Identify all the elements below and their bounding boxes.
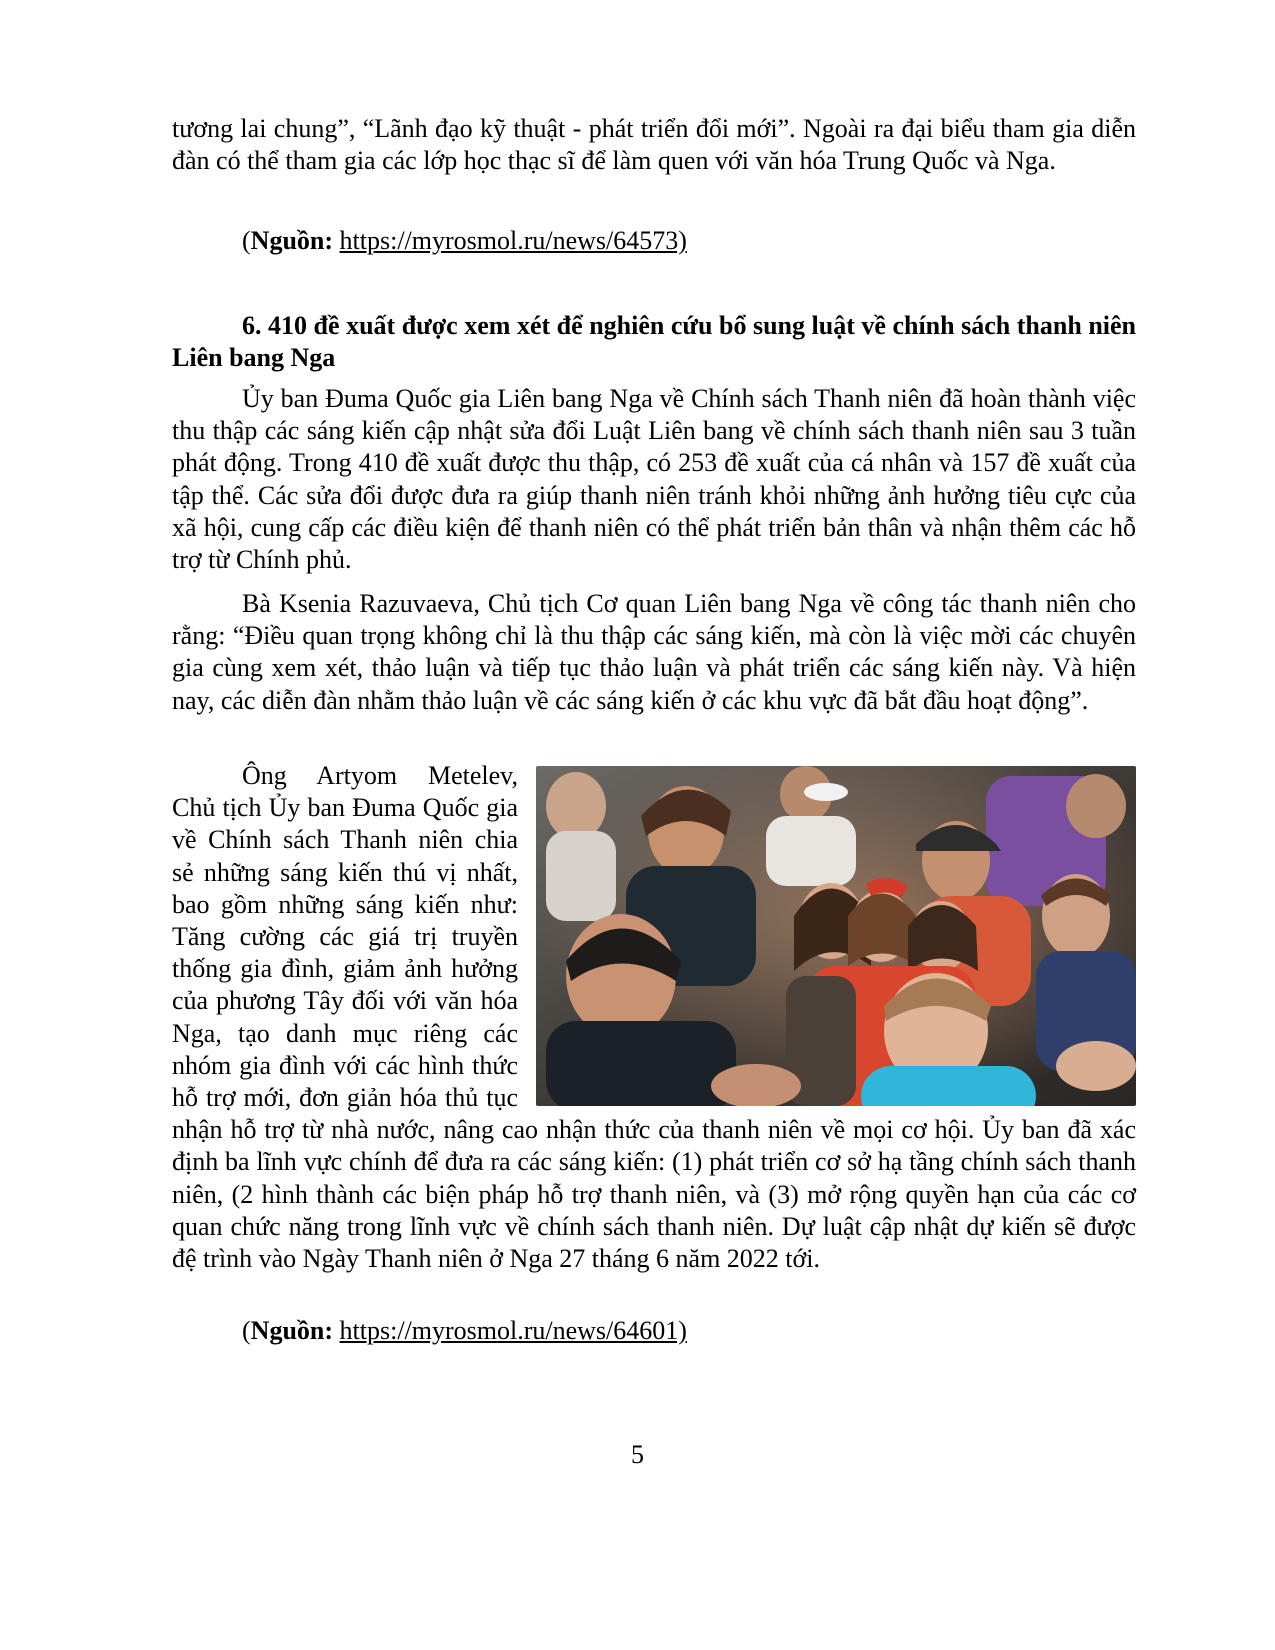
source-open-paren: (	[242, 226, 251, 255]
section-heading: 6. 410 đề xuất được xem xét để nghiên cứu bổ sung luật về chính sách thanh niên Liên bang Nga	[172, 311, 1136, 373]
source-line-2	[172, 1315, 1136, 1347]
intro-continuation-paragraph: tương lai chung”, “Lãnh đạo kỹ thuật - phát triển đổi mới”. Ngoài ra đại biểu tham gia diễn đàn có thể tham gia các lớp học thạc sĩ để làm quen với văn hóa Trung Quốc và Nga.	[172, 114, 1136, 176]
source-link-2[interactable]: https://myrosmol.ru/news/64601)	[339, 1316, 687, 1345]
source-label: Nguồn:	[250, 226, 334, 255]
youth-group-photo	[536, 766, 1136, 1106]
body-paragraph-3-block	[172, 760, 1136, 1275]
source-open-paren-2: (	[242, 1316, 251, 1345]
source-line-1	[172, 225, 1136, 257]
body-paragraph-3: Ông Artyom Metelev, Chủ tịch Ủy ban Đuma Quốc gia về Chính sách Thanh niên chia sẻ những sáng kiến thú vị nhất, bao gồm những sáng kiến như: Tăng cường các giá trị truyền thống gia đình, giảm ảnh hưởng của phương Tây đối với văn hóa Nga, tạo danh mục riêng các nhóm gia đình với các hình thức hỗ trợ mới, đơn giản hóa thủ tục nhận hỗ trợ từ nhà nước, nâng cao nhận thức của thanh niên về mọi cơ hội. Ủy ban đã xác định ba lĩnh vực chính để đưa ra các sáng kiến: (1) phát triển cơ sở hạ tầng chính sách thanh niên, (2 hình thành các biện pháp hỗ trợ thanh niên, và (3) mở rộng quyền hạn của các cơ quan chức năng trong lĩnh vực về chính sách thanh niên. Dự luật cập nhật dự kiến sẽ được đệ trình vào Ngày Thanh niên ở Nga 27 tháng 6 năm 2022 tới.	[172, 761, 1136, 1274]
source-label-2: Nguồn:	[250, 1316, 334, 1345]
page-number: 5	[631, 1440, 644, 1469]
body-paragraph-1: Ủy ban Đuma Quốc gia Liên bang Nga về Chính sách Thanh niên đã hoàn thành việc thu thập các sáng kiến cập nhật sửa đổi Luật Liên bang về chính sách thanh niên sau 3 tuần phát động. Trong 410 đề xuất được thu thập, có 253 đề xuất của cá nhân và 157 đề xuất của tập thể. Các sửa đổi được đưa ra giúp thanh niên tránh khỏi những ảnh hưởng tiêu cực của xã hội, cung cấp các điều kiện để thanh niên có thể phát triển bản thân và nhận thêm các hỗ trợ từ Chính phủ.	[172, 384, 1136, 575]
source-link-1[interactable]: https://myrosmol.ru/news/64573)	[339, 226, 687, 255]
body-paragraph-2: Bà Ksenia Razuvaeva, Chủ tịch Cơ quan Liên bang Nga về công tác thanh niên cho rằng: “Điều quan trọng không chỉ là thu thập các sáng kiến, mà còn là việc mời các chuyên gia cùng xem xét, thảo luận và tiếp tục thảo luận và phát triển các sáng kiến này. Và hiện nay, các diễn đàn nhằm thảo luận về các sáng kiến ở các khu vực đã bắt đầu hoạt động”.	[172, 589, 1136, 715]
